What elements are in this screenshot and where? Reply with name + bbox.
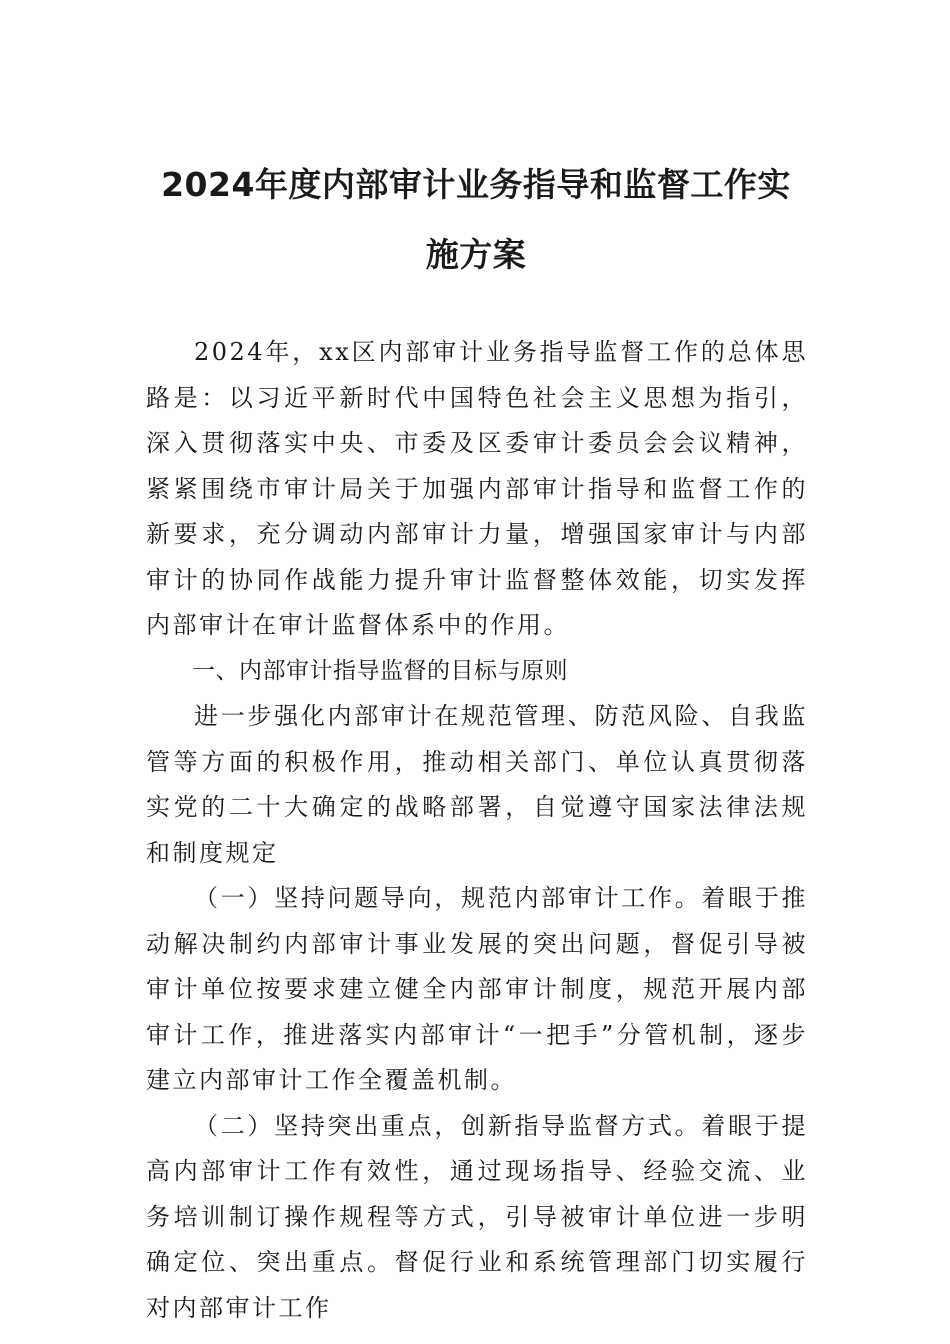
document-body <box>146 330 808 1331</box>
paragraph-principle-1: （一）坚持问题导向，规范内部审计工作。着眼于推动解决制约内部审计事业发展的突出问题，督促引导被审计单位按要求建立健全内部审计制度，规范开展内部审计工作，推进落实内部审计“一把手”分管机制，逐步建立内部审计工作全覆盖机制。 <box>146 884 808 1094</box>
paragraph-principle-2: （二）坚持突出重点，创新指导监督方式。着眼于提高内部审计工作有效性，通过现场指导、经验交流、业务培训制订操作规程等方式，引导被审计单位进一步明确定位、突出重点。督促行业和系统管理部门切实履行对内部审计工作 <box>146 1111 808 1322</box>
section-heading-1: 一、内部审计指导监督的目标与原则 <box>192 657 568 684</box>
paragraph-intro: 2024年，xx区内部审计业务指导监督工作的总体思路是：以习近平新时代中国特色社会主义思想为指引，深入贯彻落实中央、市委及区委审计委员会会议精神，紧紧围绕市审计局关于加强内部审计指导和监督工作的新要求，充分调动内部审计力量，增强国家审计与内部审计的协同作战能力提升审计监督整体效能，切实发挥内部审计在审计监督体系中的作用。 <box>146 338 808 639</box>
document-title: 2024年度内部审计业务指导和监督工作实施方案 <box>161 165 791 274</box>
paragraph-goals: 进一步强化内部审计在规范管理、防范风险、自我监管等方面的积极作用，推动相关部门、单位认真贯彻落实党的二十大确定的战略部署，自觉遵守国家法律法规和制度规定 <box>146 702 808 867</box>
